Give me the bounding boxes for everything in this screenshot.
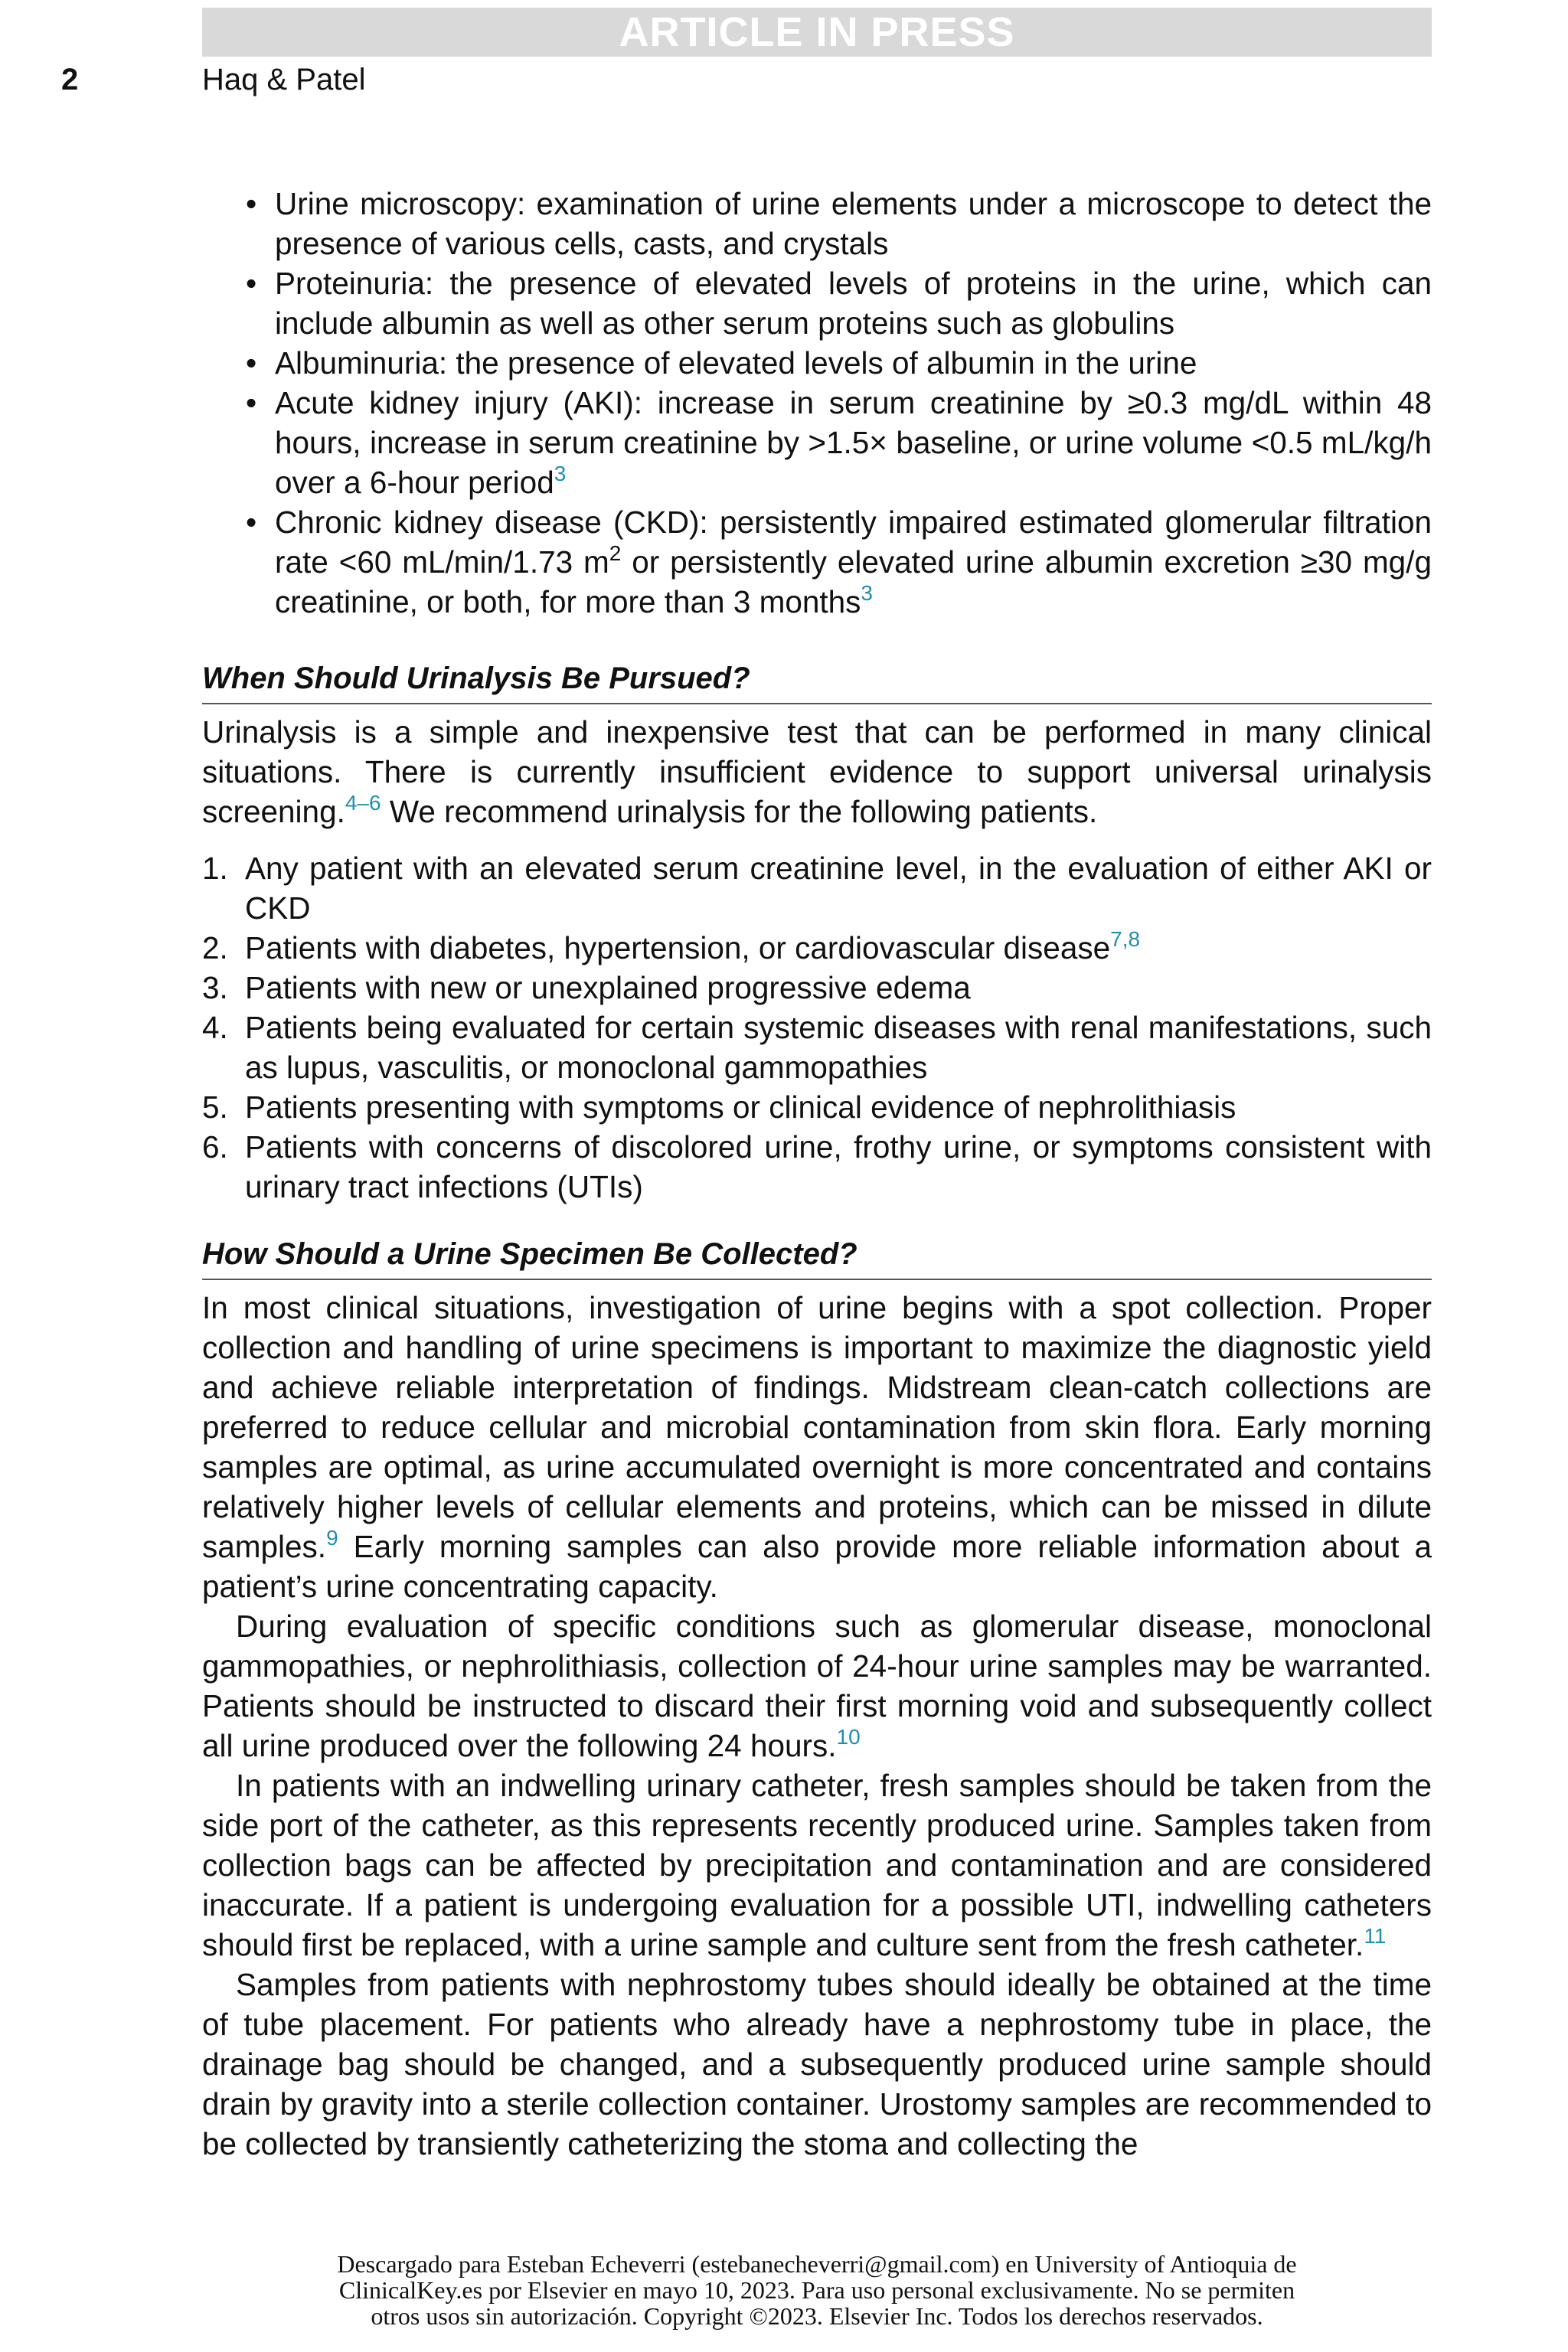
list-item: • Proteinuria: the presence of elevated levels of proteins in the urine, which can include albumin as well as other serum proteins such as globulins	[202, 263, 1432, 343]
list-item: 6. Patients with concerns of discolored urine, frothy urine, or symptoms consistent with urinary tract infections (UTIs)	[202, 1129, 1432, 1204]
citation-link[interactable]: 11	[1364, 1924, 1387, 1948]
paragraph: Samples from patients with nephrostomy tubes should ideally be obtained at the time of tube placement. For patients who already have a nephrostomy tube in place, the drainage bag should be changed, and a subsequently produced urine sample should drain by gravity into a sterile collection container. Urostomy samples are recommended to be collected by transiently catheterizing the stoma and collecting the	[202, 1967, 1432, 2161]
article-in-press-banner: ARTICLE IN PRESS	[202, 8, 1432, 57]
citation-link[interactable]: 4–6	[345, 791, 381, 815]
list-item: • Albuminuria: the presence of elevated levels of albumin in the urine	[202, 343, 1432, 383]
bullet-icon: •	[246, 345, 257, 381]
citation-link[interactable]: 7,8	[1110, 927, 1141, 951]
section-heading-how: How Should a Urine Specimen Be Collected?	[202, 1234, 1432, 1280]
superscript: 2	[609, 541, 622, 565]
citation-link[interactable]: 10	[836, 1725, 861, 1749]
list-item: 3. Patients with new or unexplained progressive edema	[202, 970, 971, 1005]
list-item: 4. Patients being evaluated for certain systemic diseases with renal manifestations, such as lupus, vasculitis, or monoclonal gammopathies	[202, 1010, 1432, 1085]
bullet-icon: •	[246, 505, 257, 540]
footer-line: otros usos sin autorización. Copyright ©2023. Elsevier Inc. Todos los derechos reservados.	[371, 2302, 1263, 2330]
list-item: • Acute kidney injury (AKI): increase in serum creatinine by ≥0.3 mg/dL within 48 hours, increase in serum creatinine by >1.5× baseline, or urine volume <0.5 mL/kg/h over a 6-hour period$^3$	[202, 383, 1432, 502]
bullet-icon: •	[246, 385, 257, 420]
section-heading-when: When Should Urinalysis Be Pursued?	[202, 658, 1432, 704]
list-item: • Chronic kidney disease (CKD): persistently impaired estimated glomerular filtration rate <60 mL/min/1.73 $m^2$ or persistently elevated urine albumin excretion ≥30 mg/g creatinine, or both, for more than 3 months$^3$	[202, 502, 1432, 622]
bullet-icon: •	[246, 266, 257, 301]
footer-line: Descargado para Esteban Echeverri (estebanecheverri@gmail.com) en University of Antioquia de	[337, 2250, 1297, 2278]
definition-list	[202, 184, 1432, 622]
list-item: 5. Patients presenting with symptoms or clinical evidence of nephrolithiasis	[202, 1089, 1236, 1125]
paragraph: During evaluation of specific conditions such as glomerular disease, monoclonal gammopathies, or nephrolithiasis, collection of 24-hour urine samples may be warranted. Patients should be instructed to discard their first morning void and subsequently collect all urine produced over the following 24 hours.$^{10}$	[202, 1609, 1432, 1763]
article-body	[202, 184, 1432, 2164]
footer-line: ClinicalKey.es por Elsevier en mayo 10, 2023. Para uso personal exclusivamente. No se permiten	[338, 2276, 1295, 2304]
download-notice	[202, 2251, 1432, 2329]
list-item: • Urine microscopy: examination of urine elements under a microscope to detect the presence of various cells, casts, and crystals	[202, 184, 1432, 263]
citation-link[interactable]: 3	[554, 462, 567, 485]
running-head: Haq & Patel	[202, 63, 366, 96]
page-number: 2	[61, 63, 79, 96]
paragraph: In most clinical situations, investigation of urine begins with a spot collection. Proper collection and handling of urine specimens is important to maximize the diagnostic yield and achieve reliable interpretation of findings. Midstream clean-catch collections are preferred to reduce cellular and microbial contamination from skin flora. Early morning samples are optimal, as urine accumulated overnight is more concentrated and contains relatively higher levels of cellular elements and proteins, which can be missed in dilute samples.$^9$ Early morning samples can also provide more reliable information about a patient’s urine concentrating capacity.	[202, 1290, 1432, 1604]
citation-link[interactable]: 3	[861, 581, 873, 605]
recommendation-list	[202, 848, 1432, 1207]
citation-link[interactable]: 9	[326, 1526, 338, 1550]
list-item: 1. Any patient with an elevated serum creatinine level, in the evaluation of either AKI or CKD	[202, 851, 1432, 926]
paragraph: In patients with an indwelling urinary catheter, fresh samples should be taken from the side port of the catheter, as this represents recently produced urine. Samples taken from collection bags can be affected by precipitation and contamination and are considered inaccurate. If a patient is undergoing evaluation for a possible UTI, indwelling catheters should first be replaced, with a urine sample and culture sent from the fresh catheter.$^{11}$	[202, 1768, 1432, 1962]
paragraph: Urinalysis is a simple and inexpensive test that can be performed in many clinical situations. There is currently insufficient evidence to support universal urinalysis screening.$^{4-6}$ We recommend urinalysis for the following patients.	[202, 714, 1432, 829]
list-item: 2. Patients with diabetes, hypertension, or cardiovascular disease$^{7,8}$	[202, 927, 1141, 965]
bullet-icon: •	[246, 186, 257, 221]
